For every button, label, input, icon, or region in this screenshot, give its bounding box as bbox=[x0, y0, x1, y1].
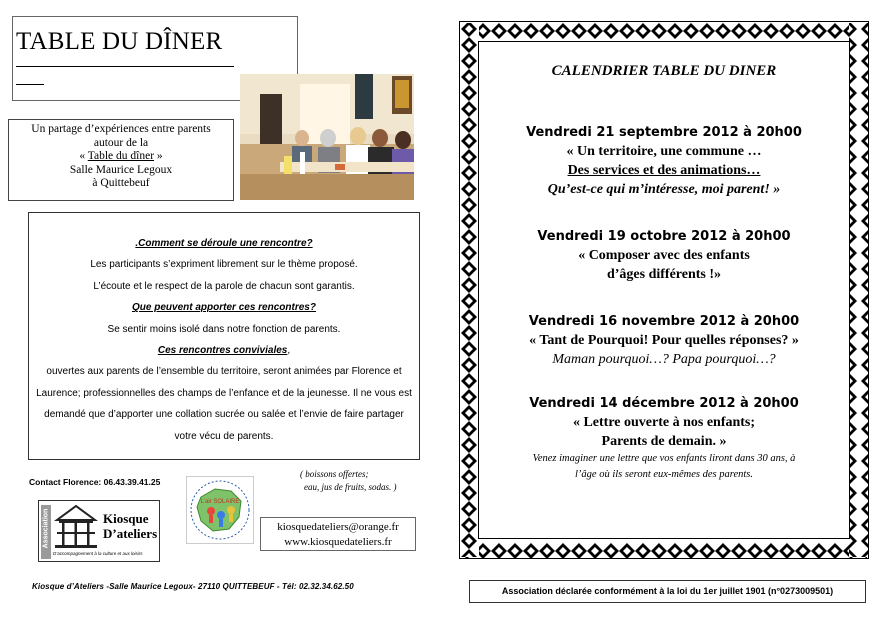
calendar-event bbox=[478, 227, 850, 284]
intro-box bbox=[8, 119, 234, 201]
event-note: l’âge où ils seront eux-mêmes des parents. bbox=[575, 469, 753, 480]
intro-line: « Table du dîner » bbox=[79, 150, 163, 162]
event-theme: « Tant de Pourquoi! Pour quelles réponses? » bbox=[529, 333, 799, 348]
heading-line: Ces rencontres conviviales, bbox=[157, 345, 291, 357]
calendar-title: CALENDRIER TABLE DU DINER bbox=[551, 63, 777, 79]
question-heading: .Comment se déroule une rencontre? bbox=[135, 238, 313, 249]
intro-line: à Quittebeuf bbox=[92, 177, 150, 189]
event-theme: « Un territoire, une commune … bbox=[566, 144, 762, 159]
event-theme: « Lettre ouverte à nos enfants; bbox=[572, 415, 756, 430]
logo-vertical-text: Association bbox=[42, 508, 50, 549]
event-note: Venez imaginer une lettre que vos enfants liront dans 30 ans, à bbox=[532, 453, 796, 464]
title-underline bbox=[16, 66, 234, 67]
event-theme: Parents de demain. » bbox=[601, 434, 727, 449]
intro-line: Salle Maurice Legoux bbox=[69, 163, 173, 176]
dinner-photo bbox=[240, 74, 414, 200]
map-logo-icon bbox=[187, 477, 253, 543]
event-subtitle: Maman pourquoi…? Papa pourquoi…? bbox=[552, 352, 776, 367]
calendar-event bbox=[478, 312, 850, 369]
paragraph: Se sentir moins isolé dans notre fonction de parents. bbox=[107, 323, 341, 335]
intro-line: autour de la bbox=[93, 136, 149, 149]
paragraph: ouvertes aux parents de l’ensemble du territoire, seront animées par Florence et Laurence; professionnelles des champs de l’enfance et de la jeunesse. Il ne vous est demandé que d’apporter une collation sucrée ou salée et l’envie de faire partager votre vécu de parents. bbox=[36, 366, 412, 442]
dinner-photo-image bbox=[240, 74, 414, 200]
calendar-event bbox=[478, 394, 850, 483]
question-heading: Que peuvent apporter ces rencontres? bbox=[132, 302, 316, 314]
association-registration: Association déclarée conformément à la loi du 1er juillet 1901 (n°0273009501) bbox=[469, 580, 866, 603]
logo-name: Kiosque D’ateliers bbox=[103, 511, 158, 541]
association-logo bbox=[186, 476, 254, 544]
event-subtitle: Qu’est-ce qui m’intéresse, moi parent! » bbox=[547, 182, 781, 197]
paragraph: Les participants s’expriment librement sur le thème proposé. bbox=[90, 259, 358, 271]
description-box bbox=[28, 212, 420, 460]
event-theme: Des services et des animations… bbox=[567, 163, 761, 178]
event-theme: d’âges différents !» bbox=[606, 267, 722, 282]
footer-address: Kiosque d’Ateliers -Salle Maurice Legoux- 27110 QUITTEBEUF - Tél: 02.32.34.62.50 bbox=[32, 582, 354, 591]
kiosk-icon bbox=[53, 504, 99, 550]
contact-phone: Contact Florence: 06.43.39.41.25 bbox=[29, 477, 161, 487]
logo-tagline: D’accompagnement à la culture et aux loisirs bbox=[53, 551, 143, 556]
calendar-event bbox=[478, 123, 850, 199]
question-heading: Ces rencontres conviviales bbox=[157, 345, 288, 357]
website-link[interactable]: www.kiosquedateliers.fr bbox=[284, 536, 392, 548]
intro-line: Un partage d’expériences entre parents bbox=[31, 123, 211, 135]
table-du-diner-name: Table du dîner bbox=[87, 150, 155, 162]
event-date: Vendredi 14 décembre 2012 à 20h00 bbox=[529, 396, 799, 411]
event-date: Vendredi 16 novembre 2012 à 20h00 bbox=[528, 314, 800, 329]
title-underline-short bbox=[16, 84, 44, 85]
page-title: TABLE DU DÎNER bbox=[16, 28, 223, 55]
kiosque-logo bbox=[38, 500, 160, 562]
event-theme: « Composer avec des enfants bbox=[578, 248, 750, 263]
email-link[interactable]: kiosquedateliers@orange.fr bbox=[277, 521, 399, 533]
map-logo-text: L’air SOLAIRE bbox=[200, 499, 240, 505]
event-date: Vendredi 21 septembre 2012 à 20h00 bbox=[526, 125, 802, 140]
paragraph: L’écoute et le respect de la parole de chacun sont garantis. bbox=[93, 280, 355, 292]
contact-box bbox=[260, 517, 416, 551]
drinks-note: ( boissons offertes; eau, jus de fruits, sodas. ) bbox=[300, 469, 397, 492]
event-date: Vendredi 19 octobre 2012 à 20h00 bbox=[537, 229, 791, 244]
